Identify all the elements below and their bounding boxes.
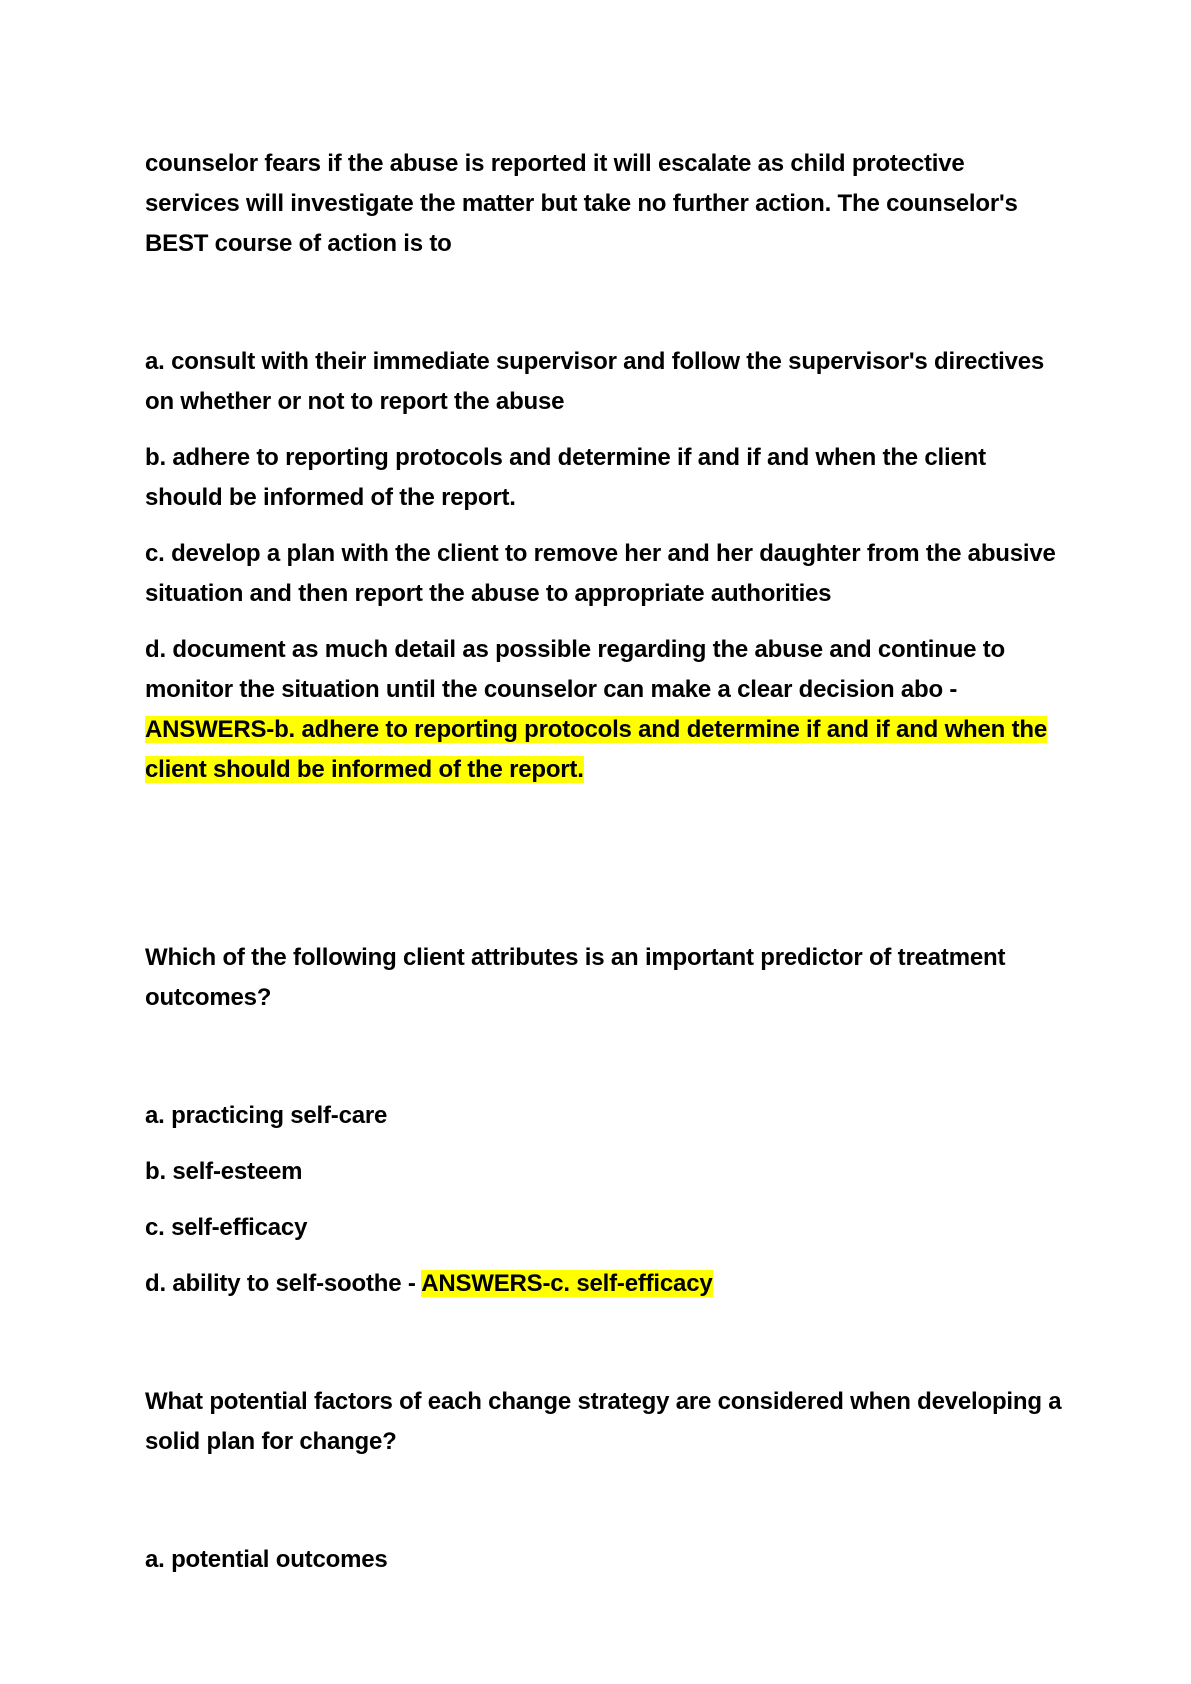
question-1-option-d: d. document as much detail as possible regarding the abuse and continue to monitor the situation until the counselor can make a clear decision abo -: [145, 636, 1006, 703]
question-1-option-d-with-answer: [145, 630, 1065, 790]
question-2-option-c: c. self-efficacy: [145, 1214, 308, 1241]
question-3-stem: What potential factors of each change strategy are considered when developing a solid plan for change?: [145, 1388, 1062, 1455]
document-body: [145, 144, 1065, 1596]
question-2-option-d: d. ability to self-soothe -: [145, 1270, 416, 1297]
question-2-option-d-with-answer: [145, 1264, 1065, 1304]
question-1-option-a: a. consult with their immediate supervisor and follow the supervisor's directives on whether or not to report the abuse: [145, 348, 1045, 415]
question-1-stem: counselor fears if the abuse is reported it will escalate as child protective services will investigate the matter but take no further action. The counselor's BEST course of action is to: [145, 150, 1018, 257]
question-2-option-b: b. self-esteem: [145, 1158, 303, 1185]
question-1-answer: ANSWERS-b. adhere to reporting protocols and determine if and if and when the client should be informed of the report.: [145, 716, 1047, 783]
question-2-option-a: a. practicing self-care: [145, 1102, 388, 1129]
question-1-option-b: b. adhere to reporting protocols and determine if and if and when the client should be informed of the report.: [145, 444, 986, 511]
question-2-answer: ANSWERS-c. self-efficacy: [421, 1270, 713, 1297]
question-3-option-a: a. potential outcomes: [145, 1546, 388, 1573]
question-1-option-c: c. develop a plan with the client to remove her and her daughter from the abusive situation and then report the abuse to appropriate authorities: [145, 540, 1056, 607]
question-2-stem: Which of the following client attributes is an important predictor of treatment outcomes?: [145, 944, 1006, 1011]
